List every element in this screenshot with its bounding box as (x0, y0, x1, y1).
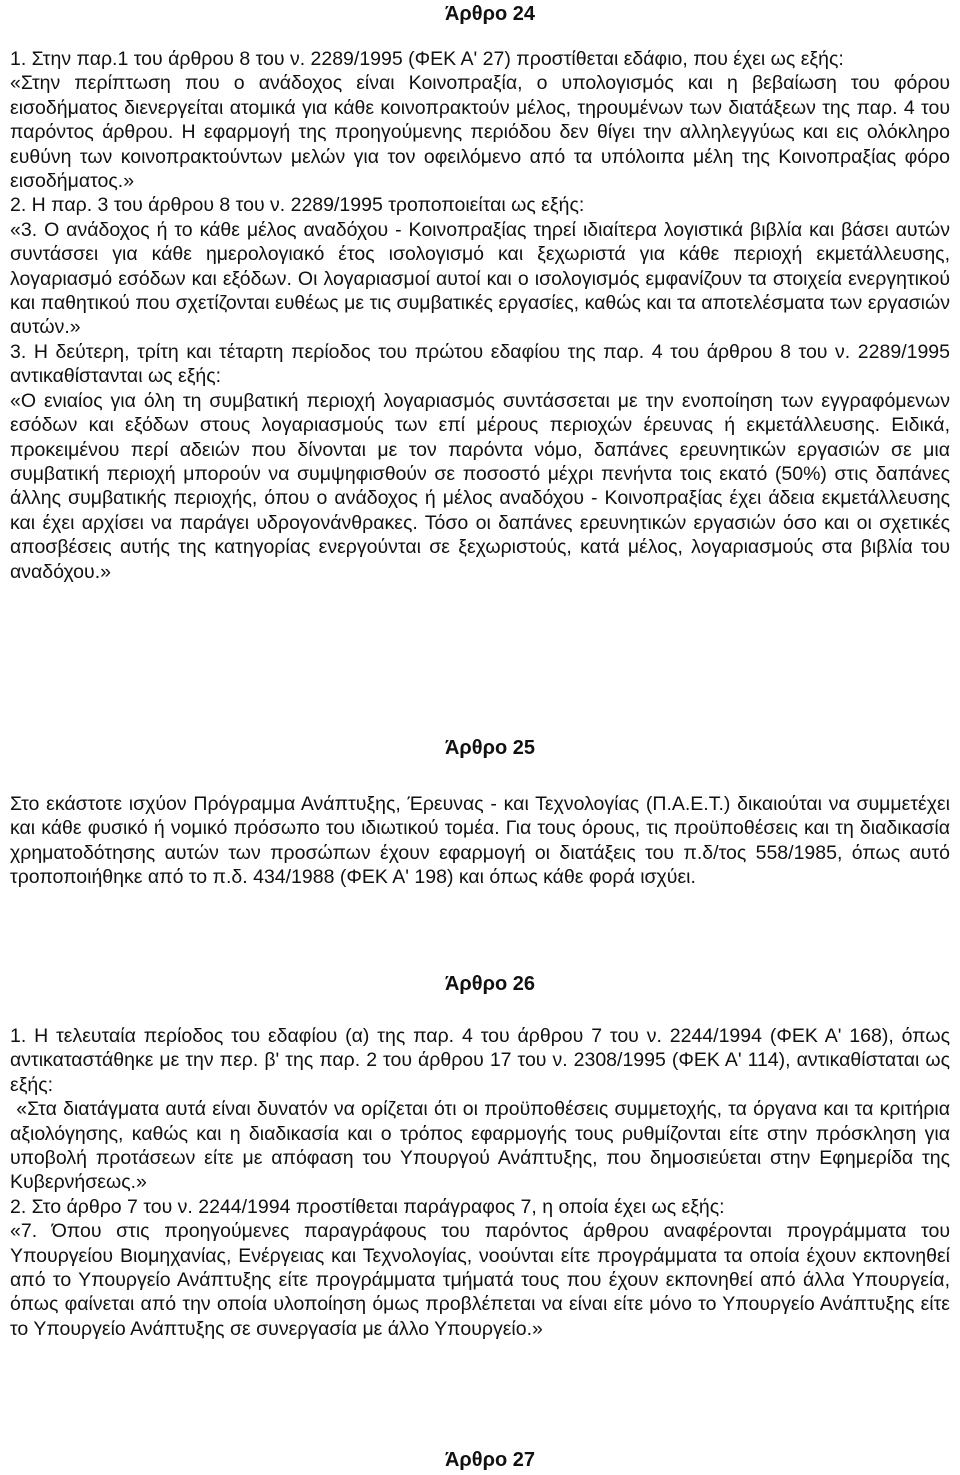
article-26-paragraph-1: 1. Η τελευταία περίοδος του εδαφίου (α) της παρ. 4 του άρθρου 7 του ν. 2244/1994 (ΦΕΚ Α' 168), όπως αντικαταστάθηκε με την περ. β' της παρ. 2 του άρθρου 17 του ν. 2308/1995 (ΦΕΚ Α' 114), αντικαθίσταται ως εξής: (10, 1025, 950, 1096)
article-26-paragraph-3: 2. Στο άρθρο 7 του ν. 2244/1994 προστίθεται παράγραφος 7, η οποία έχει ως εξής: (10, 1195, 725, 1218)
article-26-paragraph-2: «Στα διατάγματα αυτά είναι δυνατόν να ορίζεται ότι οι προϋποθέσεις συμμετοχής, τα όργανα και τα κριτήρια αξιολόγησης, καθώς και η διαδικασία και ο τρόπος εφαρμογής τους ρυθμίζονται είτε στην πρόσκληση για υποβολή προτάσεων είτε με απόφαση του Υπουργού Ανάπτυξης, που δημοσιεύεται στην Εφημερίδα της Κυβερνήσεως.» (10, 1098, 956, 1194)
article-25-body (10, 792, 950, 890)
article-26-body (10, 1024, 956, 1341)
article-24-body (10, 47, 950, 584)
article-26-paragraph-4: «7. Όπου στις προηγούμενες παραγράφους του παρόντος άρθρου αναφέρονται προγράμματα του Υπουργείου Βιομηχανίας, Ενέργειας και Τεχνολογίας, νοούνται είτε προγράμματα τα οποία έχουν εκπονηθεί από το Υπουργείο Ανάπτυξης είτε προγράμματα τμήματά τους που έχουν εκπονηθεί από άλλα Υπουργεία, όπως φαίνεται από την οποία υλοποίηση όμως προβλέπεται να είναι είτε μόνο το Υπουργείο Ανάπτυξης είτε το Υπουργείο Ανάπτυξης σε συνεργασία με άλλο Υπουργείο.» (10, 1220, 950, 1340)
article-24 (10, 0, 950, 584)
article-24-paragraph-3: 2. Η παρ. 3 του άρθρου 8 του ν. 2289/1995 τροποποιείται ως εξής: (10, 194, 585, 217)
article-24-paragraph-2: «Στην περίπτωση που ο ανάδοχος είναι Κοινοπραξία, ο υπολογισμός και η βεβαίωση του φόρου εισοδήματος διενεργείται ατομικά για κάθε κοινοπρακτούν μέλος, τηρουμένων των διατάξεων της παρ. 4 του παρόντος άρθρου. Η εφαρμογή της προηγούμενης περιόδου δεν θίγει την αλληλεγγύως και εις ολόκληρο ευθύνη των κοινοπρακτούντων μελών για τον οφειλόμενο από τα υπόλοιπα μέλη της Κοινοπραξίας φόρο εισοδήματος.» (10, 72, 950, 193)
article-24-title: Άρθρο 24 (444, 3, 536, 25)
article-26-title: Άρθρο 26 (444, 973, 536, 995)
article-24-paragraph-4: «3. Ο ανάδοχος ή το κάθε μέλος αναδόχου - Κοινοπραξίας τηρεί ιδιαίτερα λογιστικά βιβλία και βάσει αυτών συντάσσει για κάθε ημερολογιακό έτος ισολογισμό και ξεχωριστά για κάθε περιοχή εκμετάλλευσης, λογαριασμό εσόδων και εξόδων. Οι λογαριασμοί αυτοί και ο ισολογισμός εμφανίζουν τα στοιχεία ενεργητικού και παθητικού που σχετίζονται ευθέως με τις συμβατικές εργασίες, καθώς και τα αποτελέσματα των εργασιών αυτών.» (10, 218, 950, 339)
article-25-paragraph-1: Στο εκάστοτε ισχύον Πρόγραμμα Ανάπτυξης, Έρευνας - και Τεχνολογίας (Π.Α.Ε.Τ.) δικαιούται να συμμετέχει και κάθε φυσικό ή νομικό πρόσωπο του ιδιωτικού τομέα. Για τους όρους, τις προϋποθέσεις και τη διαδικασία χρηματοδότησης αυτών των προσώπων έχουν εφαρμογή οι διατάξεις του π.δ/τος 558/1985, όπως αυτό τροποποιήθηκε από το π.δ. 434/1988 (ΦΕΚ Α' 198) και όπως κάθε φορά ισχύει. (10, 793, 950, 889)
article-27 (10, 1448, 950, 1472)
article-27-title: Άρθρο 27 (444, 1449, 536, 1471)
article-24-paragraph-1: 1. Στην παρ.1 του άρθρου 8 του ν. 2289/1995 (ΦΕΚ Α' 27) προστίθεται εδάφιο, που έχει ως εξής: (10, 48, 844, 70)
article-24-paragraph-5: 3. Η δεύτερη, τρίτη και τέταρτη περίοδος του πρώτου εδαφίου της παρ. 4 του άρθρου 8 του ν. 2289/1995 αντικαθίστανται ως εξής: (10, 340, 950, 388)
article-25-title: Άρθρο 25 (444, 737, 536, 759)
article-24-paragraph-6: «Ο ενιαίος για όλη τη συμβατική περιοχή λογαριασμός συντάσσεται με την ενοποίηση των εγγραφόμενων εσόδων και εξόδων στους λογαριασμούς των επί μέρους περιοχών έρευνας ή εκμετάλλευσης. Ειδικά, προκειμένου περί αδειών που δίνονται με τον παρόντα νόμο, δαπάνες ερευνητικών εργασιών σε μια συμβατική περιοχή μπορούν να συμψηφισθούν σε ποσοστό μέχρι πενήντα τοις εκατό (50%) στις δαπάνες άλλης συμβατικής περιοχής, όπου ο ανάδοχος ή μέλος αναδόχου - Κοινοπραξίας έχει άδεια εκμετάλλευσης και έχει αρχίσει να παράγει υδρογονάνθρακες. Τόσο οι δαπάνες ερευνητικών εργασιών όσο και οι σχετικές αποσβέσεις αυτής της κατηγορίας ενεργούνται σε ξεχωριστούς, κατά μέλος, λογαριασμούς στα βιβλία του αναδόχου.» (10, 389, 950, 583)
article-26 (10, 972, 956, 1341)
article-25 (10, 736, 950, 890)
